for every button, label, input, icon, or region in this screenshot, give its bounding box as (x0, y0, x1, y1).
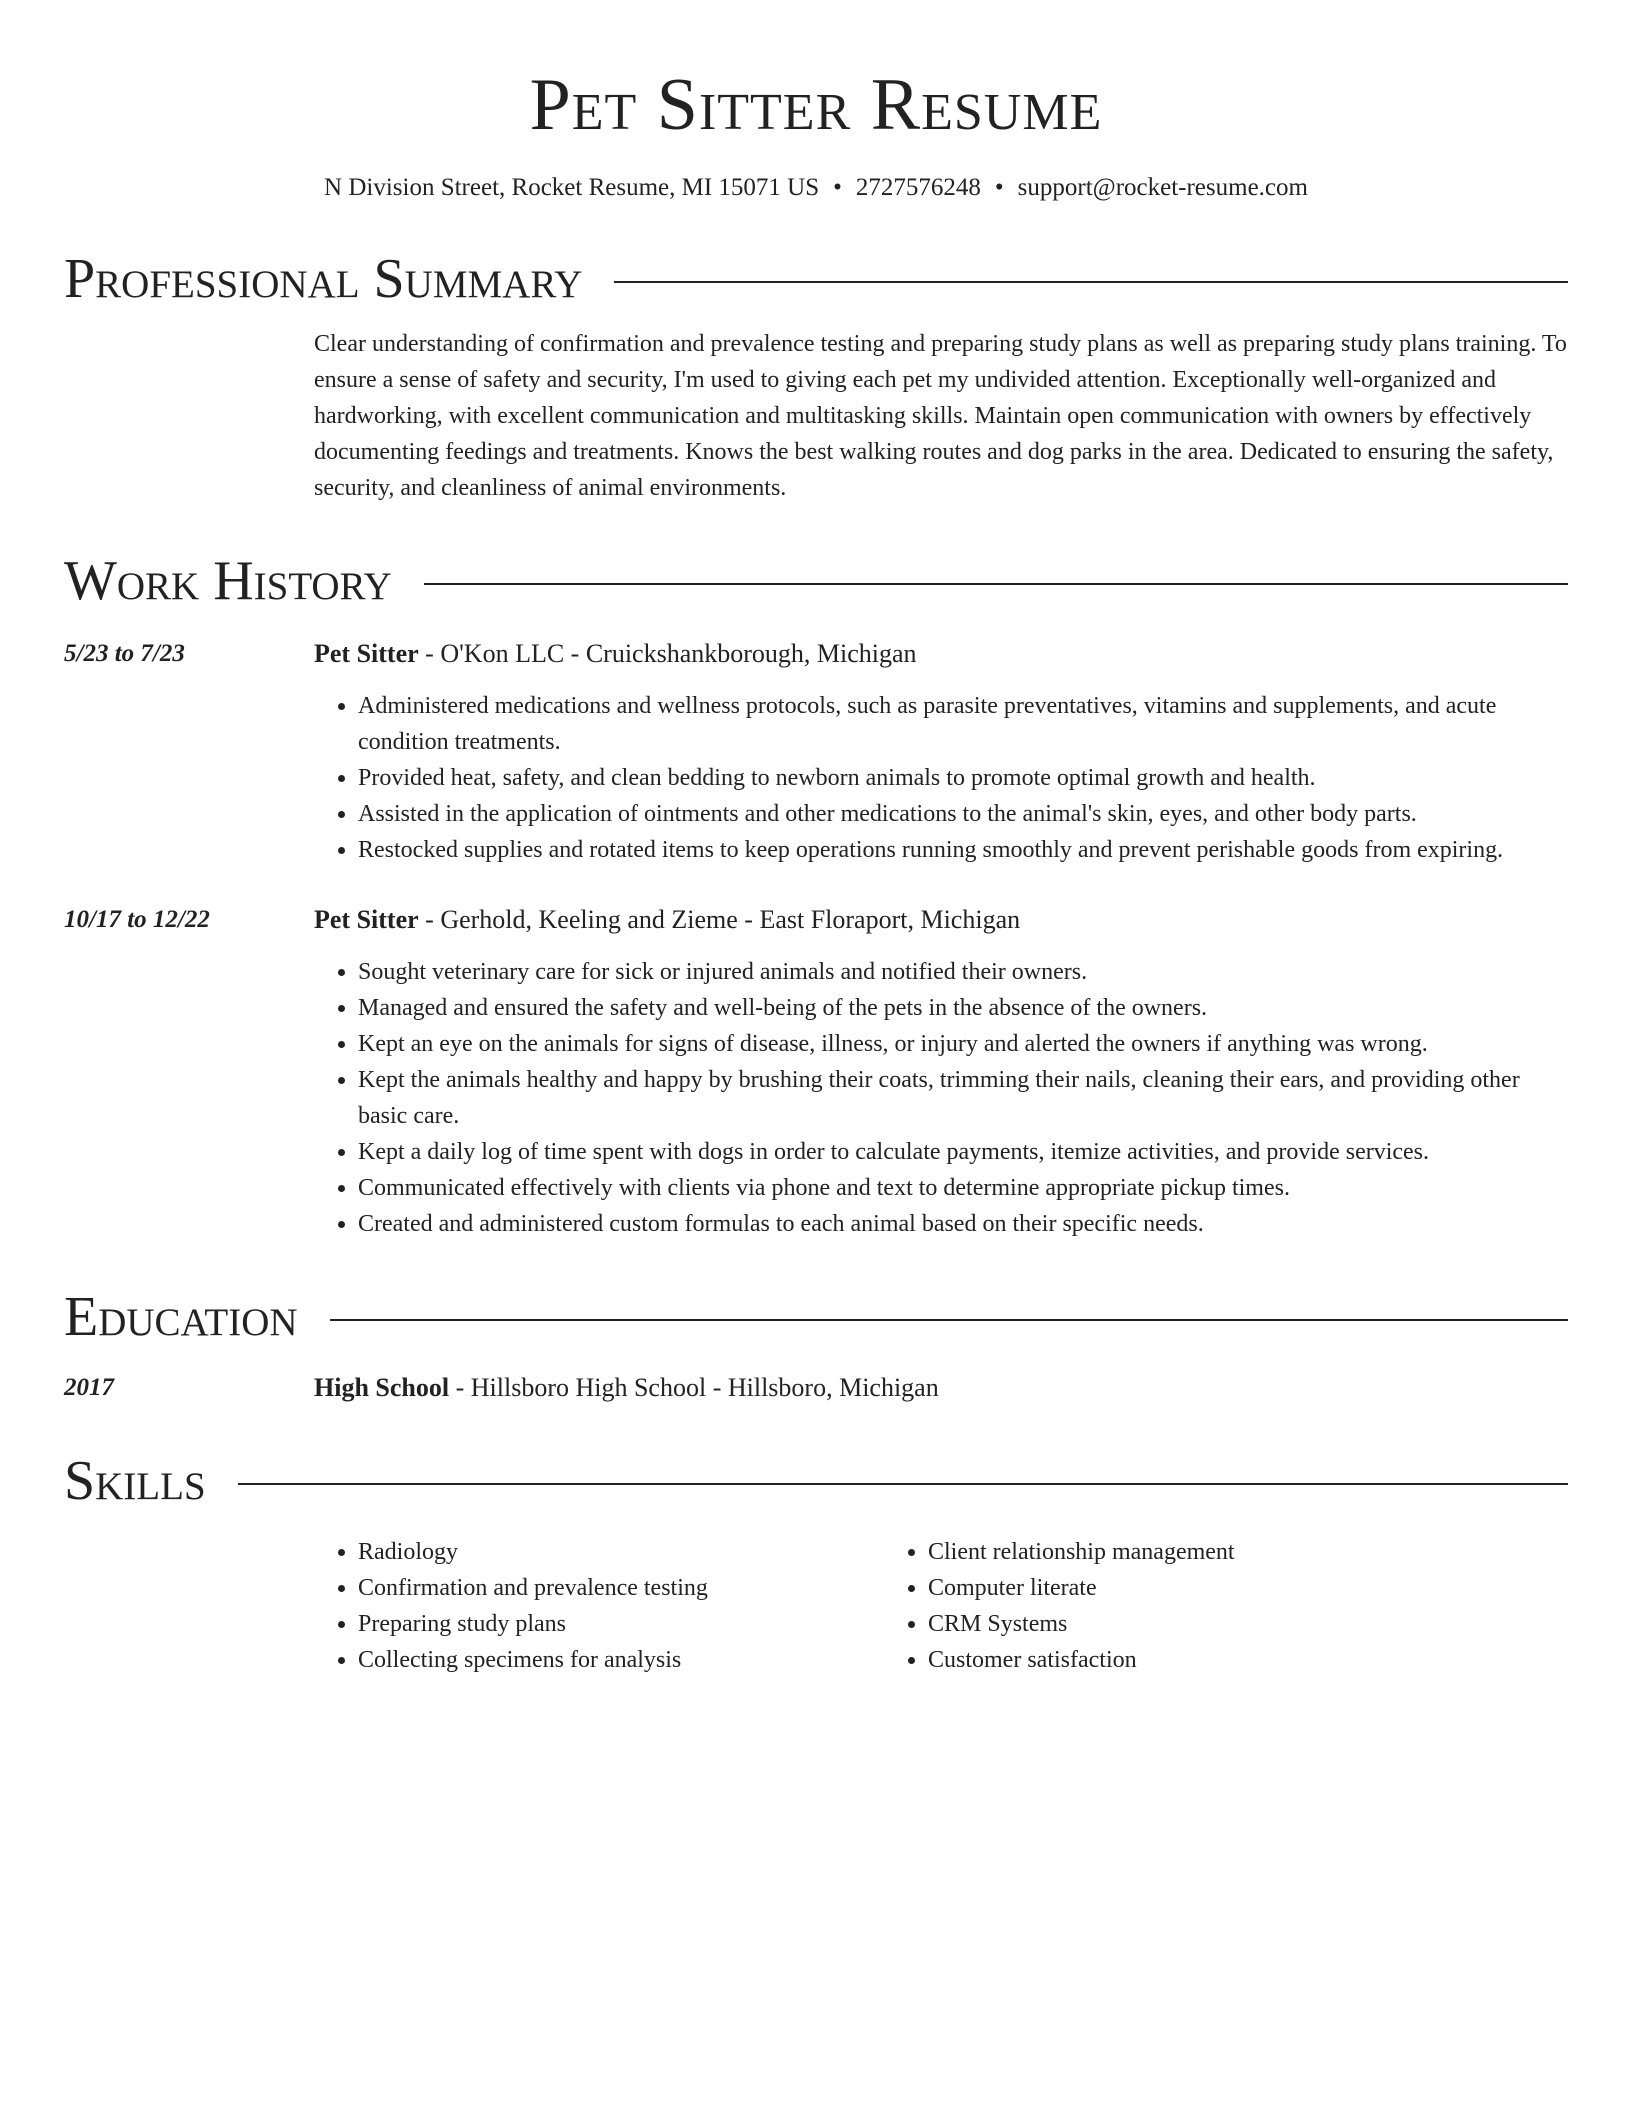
skills-section-header (64, 1450, 1568, 1512)
job-bullet: • Created and administered custom formulas to each animal based on their specific needs. (358, 1206, 1568, 1242)
section-divider (424, 583, 1568, 585)
section-divider (614, 281, 1568, 283)
education-date: 2017 (64, 1374, 114, 1401)
job-heading (314, 636, 1568, 672)
skill-item: • Computer literate (928, 1570, 1484, 1606)
skill-item: • Customer satisfaction (928, 1642, 1484, 1678)
job-details: - Gerhold, Keeling and Zieme - East Floraport, Michigan (418, 905, 1021, 934)
skill-item: • Preparing study plans (358, 1606, 884, 1642)
separator-dot: • (994, 174, 1004, 201)
work-section-header (64, 550, 1568, 612)
education-entry (64, 1370, 1568, 1406)
job-body (314, 902, 1568, 1242)
job-bullets (314, 954, 1568, 1242)
job-entry (64, 636, 1568, 868)
summary-text: Clear understanding of confirmation and prevalence testing and preparing study plans as well as preparing study plans training. To ensure a sense of safety and security, I'm used to giving each pet my undivided attention. Exceptionally well-organized and hardworking, with excellent communication and multitasking skills. Maintain open communication with owners by effectively documenting feedings and treatments. Knows the best walking routes and dog parks in the area. Dedicated to ensuring the safety, security, and cleanliness of animal environments. (314, 331, 1567, 501)
job-role: Pet Sitter (314, 905, 419, 934)
job-body (314, 636, 1568, 868)
skills-list (314, 1534, 1568, 1678)
job-bullets (314, 688, 1568, 868)
contact-line (64, 172, 1568, 204)
job-bullet: • Kept a daily log of time spent with dogs in order to calculate payments, itemize activities, and provide services. (358, 1134, 1568, 1170)
job-bullet: • Communicated effectively with clients via phone and text to determine appropriate pickup times. (358, 1170, 1568, 1206)
job-bullet: • Kept the animals healthy and happy by brushing their coats, trimming their nails, cleaning their ears, and providing other basic care. (358, 1062, 1568, 1134)
education-degree: High School (314, 1373, 450, 1402)
job-bullet: • Sought veterinary care for sick or injured animals and notified their owners. (358, 954, 1568, 990)
job-details: - O'Kon LLC - Cruickshankborough, Michigan (418, 639, 917, 668)
education-heading (314, 1370, 939, 1406)
summary-section-header (64, 248, 1568, 310)
skills-column-left (314, 1534, 884, 1678)
skill-item: • Collecting specimens for analysis (358, 1642, 884, 1678)
education-section-header (64, 1286, 1568, 1348)
job-bullet: • Assisted in the application of ointments and other medications to the animal's skin, eyes, and other body parts. (358, 796, 1568, 832)
email-text: support@rocket-resume.com (1017, 174, 1308, 201)
skill-item: • Confirmation and prevalence testing (358, 1570, 884, 1606)
skill-item: • Client relationship management (928, 1534, 1484, 1570)
job-role: Pet Sitter (314, 639, 419, 668)
job-bullet: • Provided heat, safety, and clean bedding to newborn animals to promote optimal growth and health. (358, 760, 1568, 796)
skill-item: • Radiology (358, 1534, 884, 1570)
section-divider (330, 1319, 1568, 1321)
skills-section-title: Skills (64, 1450, 206, 1512)
address-text: N Division Street, Rocket Resume, MI 15071 US (324, 174, 820, 201)
job-heading (314, 902, 1568, 938)
separator-dot: • (833, 174, 842, 201)
resume-title: Pet Sitter Resume (529, 64, 1103, 146)
education-section-title: Education (64, 1286, 298, 1348)
job-bullet: • Restocked supplies and rotated items to keep operations running smoothly and prevent perishable goods from expiring. (358, 832, 1568, 868)
section-divider (238, 1483, 1568, 1485)
summary-section-title: Professional Summary (64, 248, 583, 310)
education-details: - Hillsboro High School - Hillsboro, Michigan (449, 1373, 939, 1402)
skill-item: • CRM Systems (928, 1606, 1484, 1642)
job-bullet: • Administered medications and wellness protocols, such as parasite preventatives, vitamins and supplements, and acute condition treatments. (358, 688, 1568, 760)
work-section-title: Work History (64, 550, 392, 612)
skills-column-right (884, 1534, 1484, 1678)
job-bullet: • Managed and ensured the safety and well-being of the pets in the absence of the owners. (358, 990, 1568, 1026)
job-bullet: • Kept an eye on the animals for signs of disease, illness, or injury and alerted the owners if anything was wrong. (358, 1026, 1568, 1062)
job-date: 5/23 to 7/23 (64, 640, 185, 667)
job-entry (64, 902, 1568, 1242)
job-date: 10/17 to 12/22 (64, 906, 210, 933)
phone-text: 2727576248 (855, 174, 981, 201)
